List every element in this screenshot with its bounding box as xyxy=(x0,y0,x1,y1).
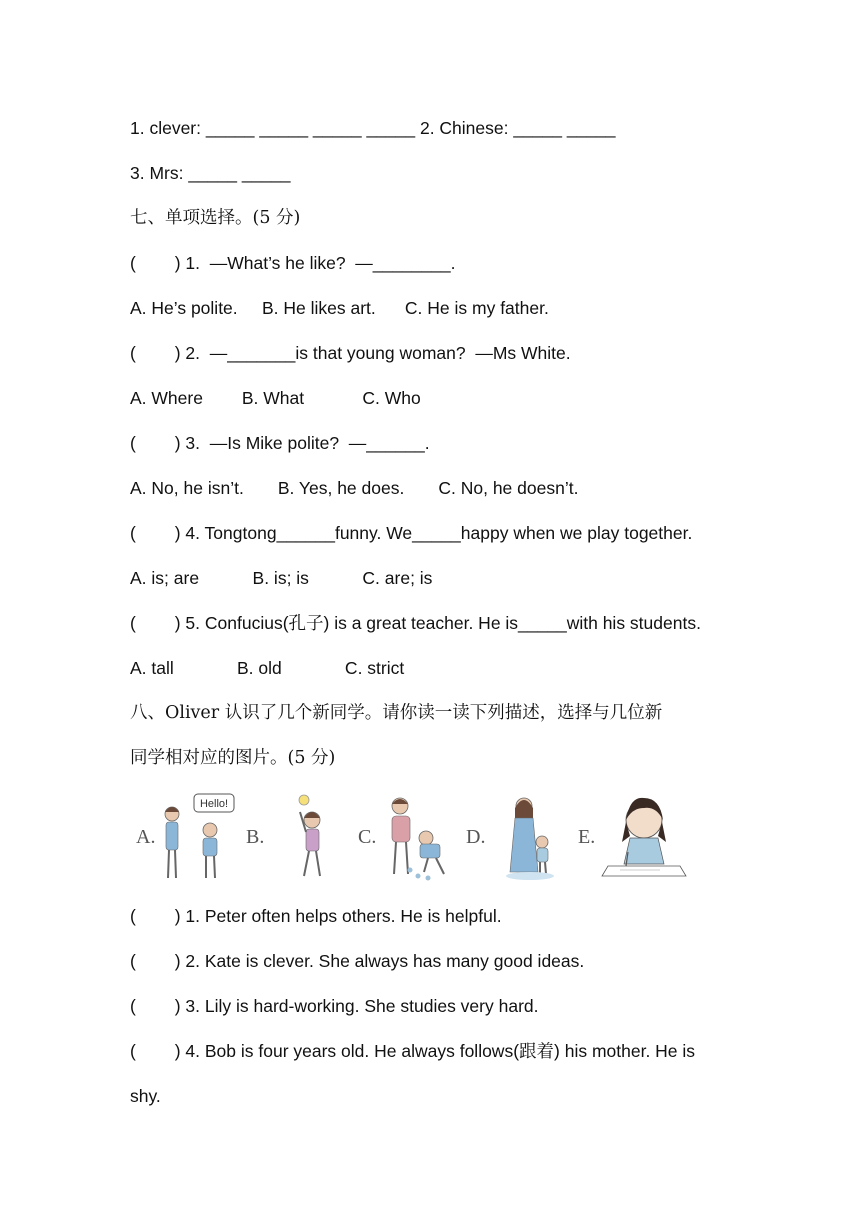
picture-label-a: A. xyxy=(136,826,156,848)
question-7-1: ( ) 1. —What’s he like? —________. xyxy=(130,253,456,273)
picture-label-e: E. xyxy=(578,826,596,848)
picture-a-greeting xyxy=(158,792,248,882)
section8-heading-line2: 同学相对应的图片。(5 分) xyxy=(130,748,336,768)
question-7-5-options: A. tall B. old C. strict xyxy=(130,658,405,678)
question-7-2: ( ) 2. —_______is that young woman? —Ms White. xyxy=(130,343,571,363)
section6-line2: 3. Mrs: _____ _____ xyxy=(130,163,291,183)
question-8-1: ( ) 1. Peter often helps others. He is helpful. xyxy=(130,906,502,926)
picture-strip xyxy=(130,792,690,884)
question-7-4-options: A. is; are B. is; is C. are; is xyxy=(130,568,433,588)
picture-label-b: B. xyxy=(246,826,265,848)
picture-c-helping xyxy=(378,792,463,882)
picture-d-mother-child xyxy=(502,792,562,882)
question-7-1-options: A. He’s polite. B. He likes art. C. He is my father. xyxy=(130,298,549,318)
question-7-5: ( ) 5. Confucius(孔子) is a great teacher. He is_____with his students. xyxy=(130,613,701,633)
question-7-4: ( ) 4. Tongtong______funny. We_____happy when we play together. xyxy=(130,523,693,543)
question-7-2-options: A. Where B. What C. Who xyxy=(130,388,421,408)
picture-label-c: C. xyxy=(358,826,377,848)
question-8-4-line2: shy. xyxy=(130,1086,161,1106)
section7-heading: 七、单项选择。(5 分) xyxy=(130,208,301,228)
picture-b-idea xyxy=(292,792,332,882)
picture-e-studying xyxy=(600,792,690,882)
hello-speech-bubble: Hello! xyxy=(199,798,229,810)
question-7-3: ( ) 3. —Is Mike polite? —______. xyxy=(130,433,430,453)
question-8-2: ( ) 2. Kate is clever. She always has many good ideas. xyxy=(130,951,585,971)
question-7-3-options: A. No, he isn’t. B. Yes, he does. C. No, he doesn’t. xyxy=(130,478,579,498)
section8-heading-line1: 八、Oliver 认识了几个新同学。请你读一读下列描述，选择与几位新 xyxy=(130,703,663,723)
question-8-4-line1: ( ) 4. Bob is four years old. He always follows(跟着) his mother. He is xyxy=(130,1041,696,1061)
section6-line1: 1. clever: _____ _____ _____ _____ 2. Chinese: _____ _____ xyxy=(130,118,616,138)
question-8-3: ( ) 3. Lily is hard-working. She studies very hard. xyxy=(130,996,539,1016)
picture-label-d: D. xyxy=(466,826,486,848)
